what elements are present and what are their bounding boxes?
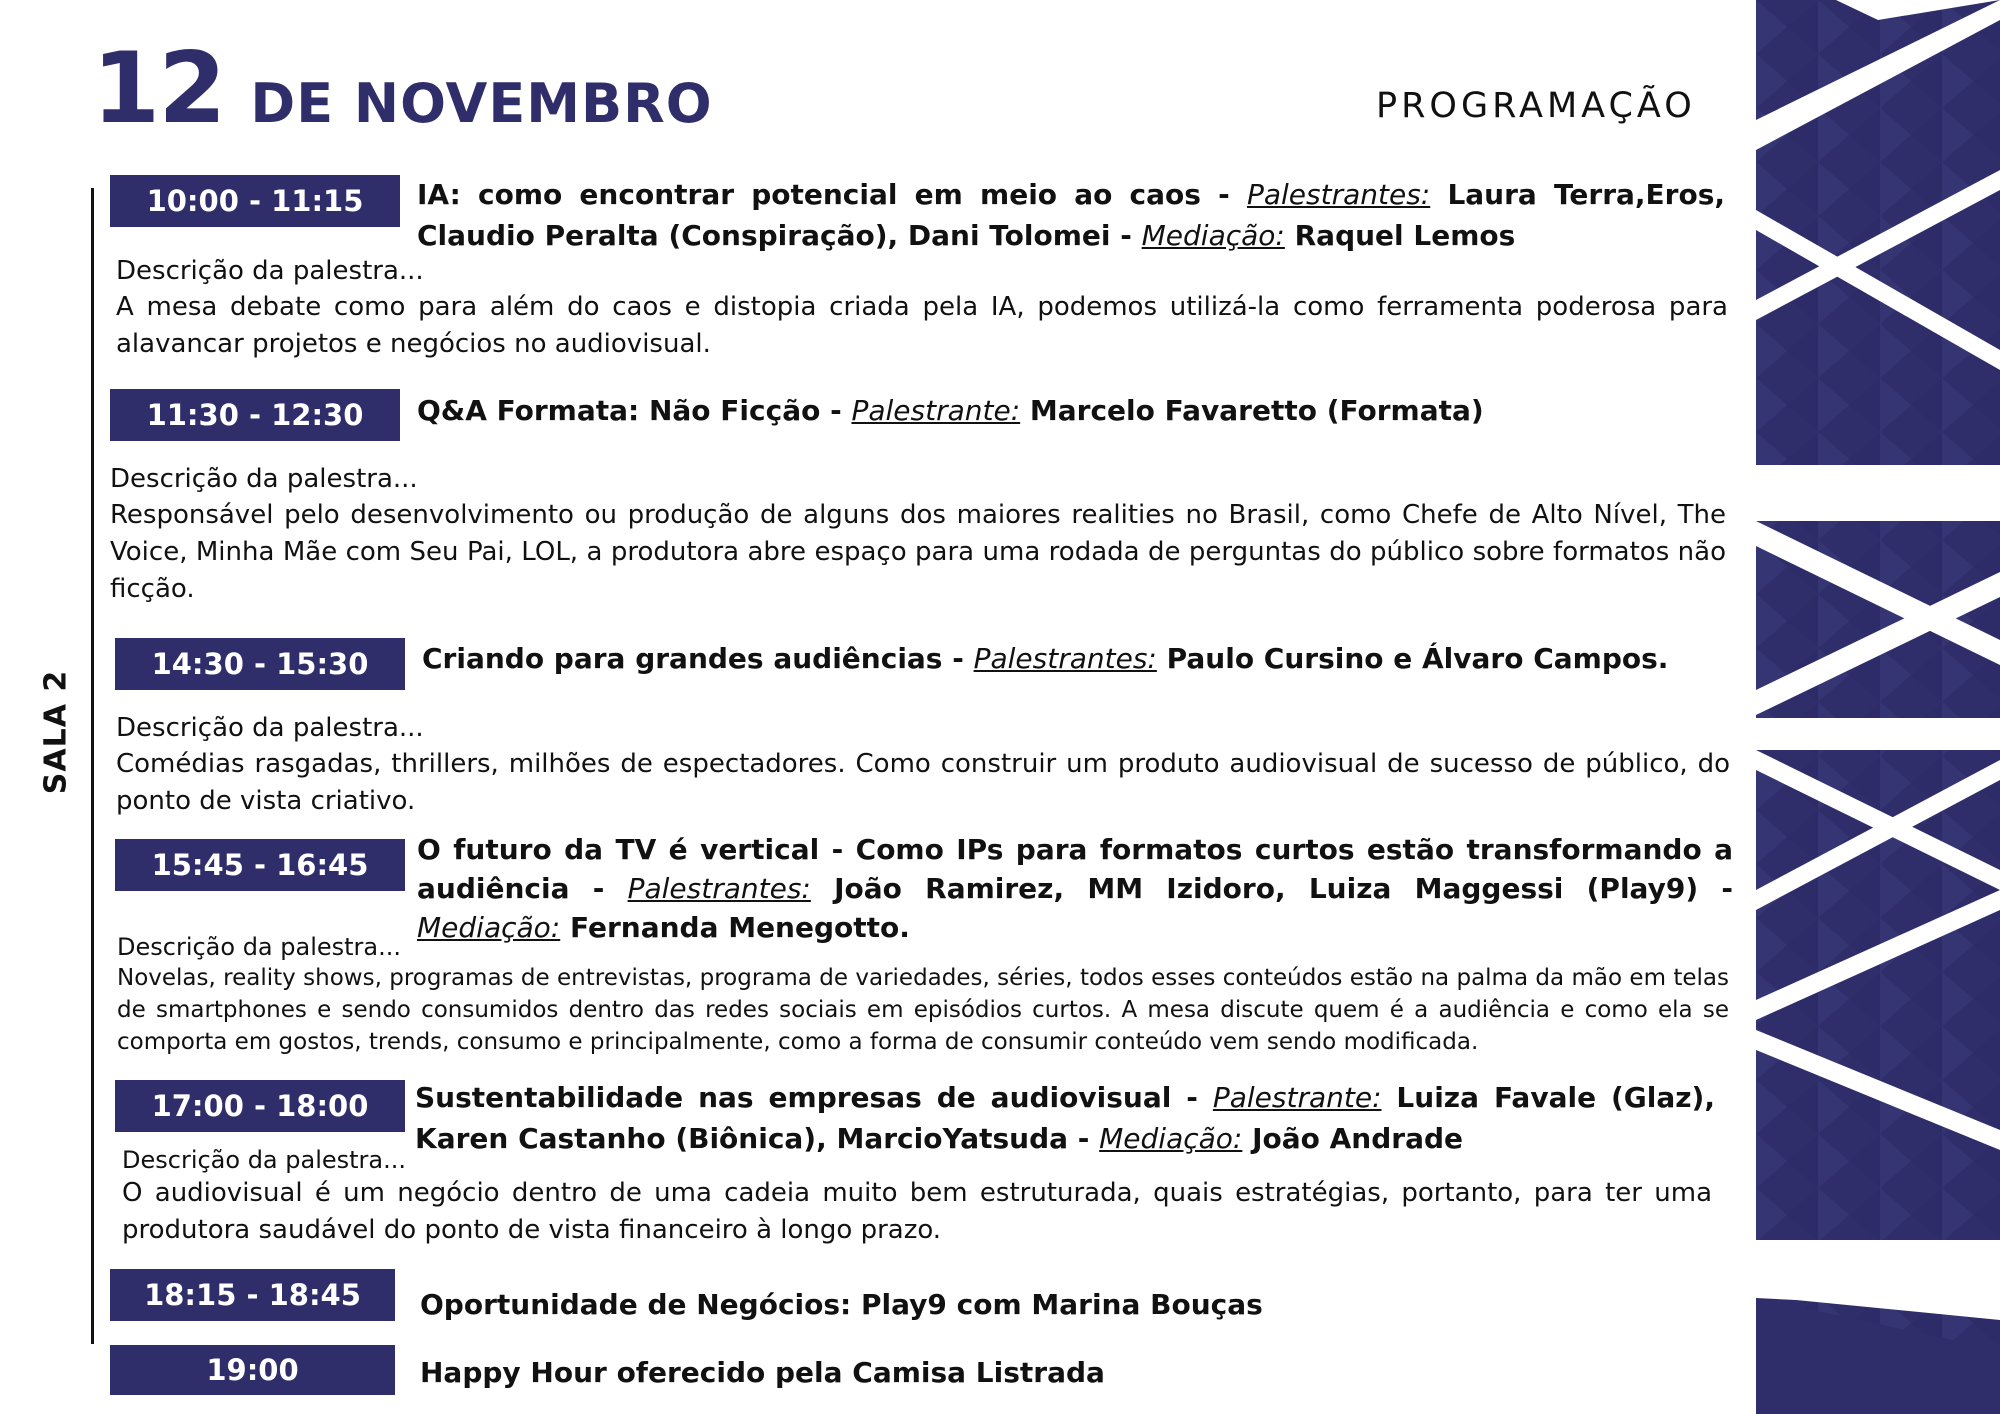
decorative-pattern (1756, 0, 2000, 1414)
page-title (92, 32, 713, 150)
description-label: Descrição da palestra... (116, 713, 424, 743)
separator: - (1068, 1122, 1100, 1155)
speakers: Luiza Favale (Glaz), Karen Castanho (Biônica), MarcioYatsuda (415, 1081, 1715, 1155)
role-label: Palestrante: (1212, 1081, 1382, 1114)
session-name: Criando para grandes audiências (422, 642, 943, 675)
time-badge: 11:30 - 12:30 (110, 389, 400, 441)
session-title (415, 1077, 1715, 1159)
speakers: João Ramirez, MM Izidoro, Luiza Maggessi (Play9) - (810, 872, 1733, 905)
role-label: Mediação: (1141, 219, 1285, 252)
separator: - (1110, 219, 1142, 252)
time-badge: 10:00 - 11:15 (110, 175, 400, 227)
mediator: Raquel Lemos (1284, 219, 1516, 252)
description-text: Responsável pelo desenvolvimento ou produção de alguns dos maiores realities no Brasil, como Chefe de Alto Nível, The Voice, Minha Mãe com Seu Pai, LOL, a produtora abre espaço para uma rodada de perguntas do público sobre formatos não ficção. (110, 500, 1726, 604)
description-text: A mesa debate como para além do caos e distopia criada pela IA, podemos utilizá-la como ferramenta poderosa para alavancar projetos e negócios no audiovisual. (116, 292, 1728, 359)
programacao-label: PROGRAMAÇÃO (1376, 86, 1696, 126)
time-badge: 14:30 - 15:30 (115, 638, 405, 690)
role-label: Palestrante: (851, 394, 1021, 427)
title-month: DE NOVEMBRO (250, 72, 713, 135)
description-label: Descrição da palestra... (122, 1146, 407, 1174)
speakers: Marcelo Favaretto (Formata) (1020, 394, 1484, 427)
separator: - (820, 394, 852, 427)
role-label: Mediação: (1099, 1122, 1243, 1155)
separator: - (569, 872, 628, 905)
title-day: 12 (92, 32, 225, 146)
session-name: Q&A Formata: Não Ficção (417, 394, 821, 427)
mediator: João Andrade (1242, 1122, 1464, 1155)
role-label: Palestrantes: (627, 872, 811, 905)
session-title (417, 830, 1733, 947)
mediator: Fernanda Menegotto. (560, 911, 910, 944)
role-label: Palestrantes: (973, 642, 1157, 675)
time-badge: 15:45 - 16:45 (115, 839, 405, 891)
session-name: O futuro da TV é vertical - Como IPs para formatos curtos estão transformando a audiência (417, 833, 1733, 905)
description-text: Comédias rasgadas, thrillers, milhões de espectadores. Como construir um produto audiovisual de sucesso de público, do ponto de vista criativo. (116, 749, 1730, 816)
session-title: Oportunidade de Negócios: Play9 com Marina Bouças (420, 1288, 1263, 1321)
separator: - (1200, 178, 1247, 211)
role-label: Mediação: (417, 911, 561, 944)
description-label: Descrição da palestra... (110, 464, 418, 494)
session-name: IA: como encontrar potencial em meio ao caos (417, 178, 1201, 211)
session-name: Sustentabilidade nas empresas de audiovisual (415, 1081, 1172, 1114)
description-text: O audiovisual é um negócio dentro de uma cadeia muito bem estruturada, quais estratégias, portanto, para ter uma produtora saudável do ponto de vista financeiro à longo prazo. (122, 1178, 1712, 1245)
session-title (422, 638, 1730, 679)
description-text: Novelas, reality shows, programas de entrevistas, programa de variedades, séries, todos esses conteúdos estão na palma da mão em telas de smartphones e sendo consumidos dentro das redes sociais em episódios curtos. A mesa discute quem é a audiência e como ela se comporta em gostos, trends, consumo e principalmente, como a forma de consumir conteúdo vem sendo modificada. (117, 965, 1729, 1055)
description-label: Descrição da palestra... (116, 256, 424, 286)
speakers: Laura Terra,Eros, Claudio Peralta (Conspiração), Dani Tolomei (417, 178, 1726, 252)
separator: - (942, 642, 974, 675)
description-label: Descrição da palestra... (117, 933, 402, 961)
session-title: Happy Hour oferecido pela Camisa Listrada (420, 1356, 1105, 1389)
time-badge: 18:15 - 18:45 (110, 1269, 395, 1321)
separator: - (1171, 1081, 1213, 1114)
speakers: Paulo Cursino e Álvaro Campos. (1156, 642, 1669, 675)
role-label: Palestrantes: (1246, 178, 1431, 211)
session-title (417, 390, 1725, 431)
time-badge: 19:00 (110, 1345, 395, 1395)
session-title (417, 174, 1725, 256)
timeline-line (91, 188, 94, 1344)
room-label: SALA 2 (38, 669, 74, 795)
time-badge: 17:00 - 18:00 (115, 1080, 405, 1132)
